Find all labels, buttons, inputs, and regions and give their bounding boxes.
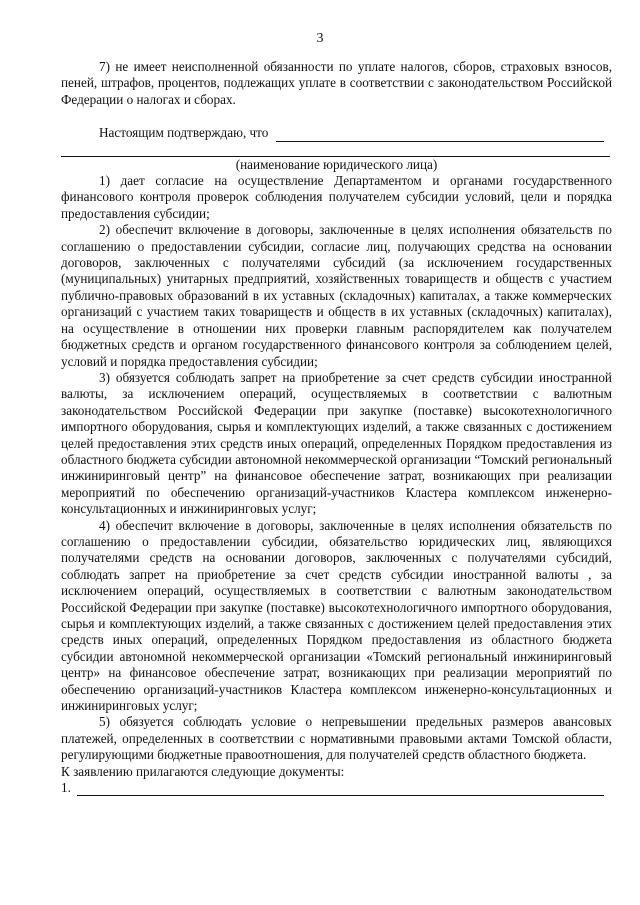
page-number: 3 <box>316 31 324 46</box>
document-body <box>61 59 612 796</box>
item-7-paragraph: 7) не имеет неисполненной обязанности по уплате налогов, сборов, страховых взносов, пеней, штрафов, процентов, подлежащих уплате в соответствии с законодательством Российской Федерации о налогах и сборах. <box>61 59 612 107</box>
consent-item-5: 5) обязуется соблюдать условие о непревышении предельных размеров авансовых платежей, определенных в соответствии с нормативными правовыми актами Томской области, регулирующими бюджетные правоотношения, для получателей средств областного бюджета. <box>61 714 612 763</box>
attachment-blank[interactable] <box>77 781 604 796</box>
consent-item-2: 2) обеспечит включение в договоры, заключенные в целях исполнения обязательств по соглашению о предоставлении субсидии, согласие лиц, получающих средства на основании договоров, заключенных с получателями субсидий (за исключением государственных (муниципальных) унитарных предприятий, хозяйственных товариществ и обществ с участием публично-правовых образований в их уставных (складочных) капиталах, а также коммерческих организаций с участием таких товариществ и обществ в их уставных (складочных) капиталах), на осуществление в отношении них проверки главным распорядителем как получателем бюджетных средств и органом государственного финансового контроля за соблюдением целей, условий и порядка предоставления субсидии; <box>61 222 612 369</box>
confirmation-line <box>61 125 612 141</box>
attachments-heading: К заявлению прилагаются следующие документы: <box>61 763 345 779</box>
consent-item-4: 4) обеспечит включение в договоры, заключенные в целях исполнения обязательств по соглашению о предоставлении субсидии, обязательство юридических лиц, являющихся получателями средств на основании договоров, заключенных с получателями субсидий, соблюдать запрет на приобретение за счет средств субсидии иностранной валюты , за исключением операций, осуществляемых в соответствии с валютным законодательством Российской Федерации при закупке (поставке) высокотехнологичного импортного оборудования, сырья и комплектующих изделий, а также связанных с достижением целей предоставления этих средств иных операций, определенных Порядком предоставления из областного бюджета субсидии автономной некоммерческой организации «Томский региональный инжиниринговый центр» на финансовое обеспечение затрат, возникающих при реализации мероприятий по обеспечению организаций-участников Кластера комплексом инженерно-консультационных и инжиниринговых услуг; <box>61 517 612 714</box>
entity-name-caption: (наименование юридического лица) <box>235 156 438 172</box>
entity-name-blank[interactable] <box>276 127 604 142</box>
consent-item-1: 1) дает согласие на осуществление Департаментом и органами государственного финансового контроля проверок соблюдения получателем субсидии условий, цели и порядка предоставления субсидии; <box>61 173 612 221</box>
spacer <box>61 108 612 125</box>
attachment-line-1 <box>61 780 612 796</box>
entity-name-blank-continued[interactable] <box>61 142 610 157</box>
consent-item-3: 3) обязуется соблюдать запрет на приобретение за счет средств субсидии иностранной валюты, за исключением операций, осуществляемых в соответствии с валютным законодательством Российской Федерации при закупке (поставке) высокотехнологичного импортного оборудования, сырья и комплектующих изделий, а также связанных с достижением целей предоставления этих средств иных операций, определенных Порядком предоставления из областного бюджета субсидии автономной некоммерческой организации “Томский региональный инжиниринговый центр” на финансовое обеспечение затрат, возникающих при реализации мероприятий по обеспечению организаций-участников Кластера комплексом инженерно-консультационных и инжиниринговых услуг; <box>61 369 612 517</box>
attachment-number: 1. <box>61 780 71 796</box>
confirmation-text: Настоящим подтверждаю, что <box>99 125 269 141</box>
